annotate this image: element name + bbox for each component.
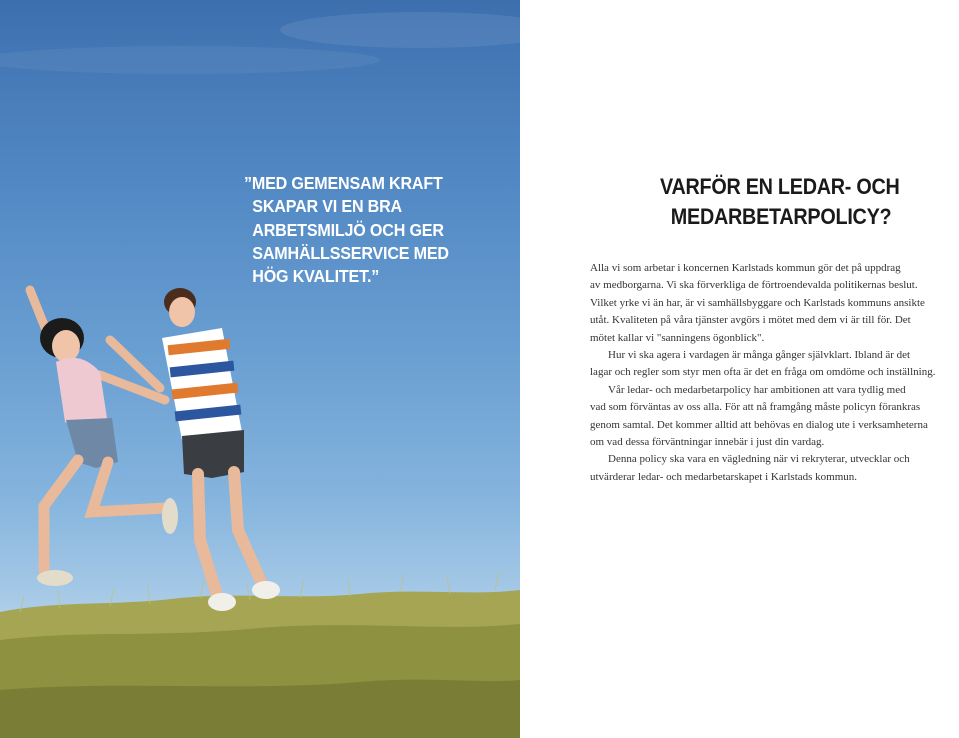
pull-quote-line: SAMHÄLLSSERVICE MED <box>252 242 449 263</box>
person-left <box>30 290 178 586</box>
page-title-line: VARFÖR EN LEDAR- OCH <box>660 174 900 199</box>
article-body <box>590 260 952 486</box>
body-line: Denna policy ska vara en vägledning när vi rekryterar, utvecklar och <box>608 453 910 466</box>
body-line: om vad dessa förväntningar innebär i just din vardag. <box>590 436 825 449</box>
body-line: Vilket yrke vi än har, är vi samhällsbyggare och Karlstads kommuns ansikte <box>590 296 925 309</box>
body-line: utåt. Kvaliteten på våra tjänster avgörs i mötet med dem vi är till för. Det <box>590 314 911 327</box>
pull-quote-line: ”MED GEMENSAM KRAFT <box>244 173 443 193</box>
pull-quote-line: SKAPAR VI EN BRA <box>252 196 403 217</box>
body-line: genom samtal. Det kommer alltid att behövas en dialog ute i verksamheterna <box>590 418 928 431</box>
body-line: Vår ledar- och medarbetarpolicy har ambitionen att vara tydlig med <box>608 383 906 396</box>
body-line: Hur vi ska agera i vardagen är många gånger självklart. Ibland är det <box>608 349 911 362</box>
page-title <box>660 172 900 232</box>
person-right <box>110 288 280 611</box>
body-line: av medborgarna. Vi ska förverkliga de förtroendevalda politikernas beslut. <box>590 279 918 292</box>
pull-quote-line: ARBETSMILJÖ OCH GER <box>252 219 444 240</box>
body-line: Alla vi som arbetar i koncernen Karlstads kommun gör det på uppdrag <box>590 262 901 274</box>
body-line: mötet kallar vi "sanningens ögonblick". <box>590 331 765 344</box>
body-line: utvärderar ledar- och medarbetarskapet i Karlstads kommun. <box>590 470 858 483</box>
body-line: vad som förväntas av oss alla. För att nå framgång måste policyn förankras <box>590 401 921 414</box>
page-title-line: MEDARBETARPOLICY? <box>670 204 892 229</box>
pull-quote <box>244 172 465 288</box>
body-line: lagar och regler som styr men ofta är det en fråga om omdöme och inställning. <box>590 366 936 379</box>
pull-quote-line: HÖG KVALITET.” <box>252 266 380 287</box>
